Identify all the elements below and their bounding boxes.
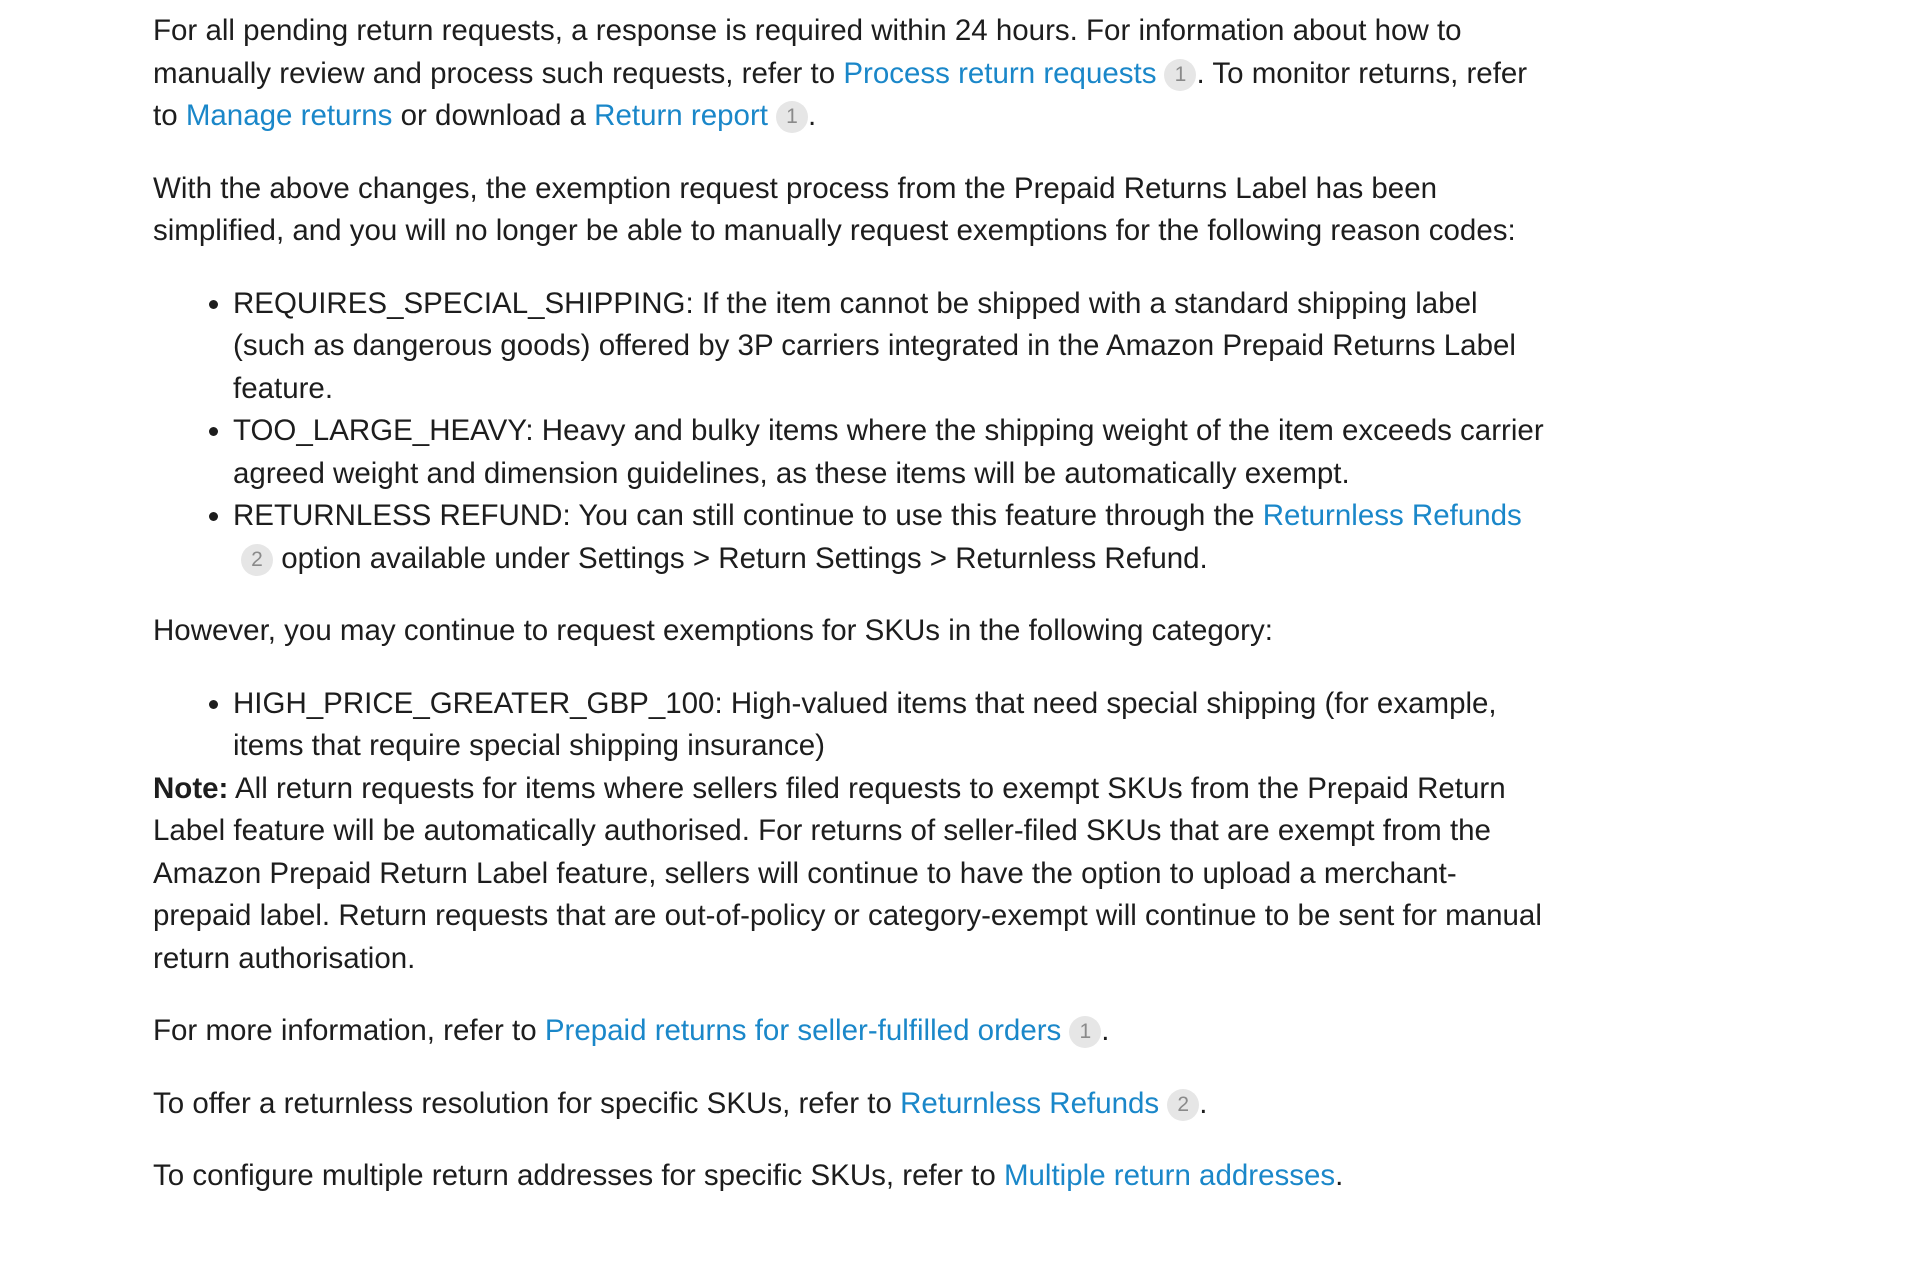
text-span: .: [1101, 1014, 1110, 1047]
note-paragraph: [153, 768, 1553, 981]
article-body: [153, 10, 1553, 1228]
note-text: All return requests for items where sellers filed requests to exempt SKUs from the Prepaid Return Label feature will be automatically authorised. For returns of seller-filed SKUs that are exempt from the Amazon Prepaid Return Label feature, sellers will continue to have the option to upload a merchant-prepaid label. Return requests that are out-of-policy or category-exempt will continue to be sent for manual return authorisation.: [153, 771, 1542, 975]
list-item: • REQUIRES_SPECIAL_SHIPPING: If the item cannot be shipped with a standard shipping label (such as dangerous goods) offered by 3P carriers integrated in the Amazon Prepaid Returns Label feature.: [233, 283, 1553, 411]
exemption-changes-paragraph: With the above changes, the exemption request process from the Prepaid Returns Label has been simplified, and you will no longer be able to manually request exemptions for the following reason codes:: [153, 171, 1516, 247]
returnless-refunds-link[interactable]: Returnless Refunds: [1262, 499, 1522, 532]
footnote-badge[interactable]: 2: [241, 544, 273, 576]
text-span: To offer a returnless resolution for specific SKUs, refer to: [153, 1086, 901, 1120]
list-item: [233, 495, 1553, 580]
text-span: .: [1199, 1086, 1208, 1120]
multiple-return-addresses-link[interactable]: Multiple return addresses: [1003, 1159, 1336, 1192]
return-report-link[interactable]: Return report: [594, 99, 768, 132]
text-span: or download a: [392, 99, 595, 132]
allowed-category-list: [153, 683, 1553, 768]
returnless-refunds-link[interactable]: Returnless Refunds: [900, 1086, 1160, 1120]
text-span: RETURNLESS REFUND: You can still continue to use this feature through the: [233, 499, 1263, 532]
pending-returns-paragraph: [153, 10, 1553, 138]
text-span: For all pending return requests, a response is required within 24 hours. For information about how to manually review and process such requests, refer to: [153, 14, 1462, 90]
footnote-badge[interactable]: 1: [776, 101, 808, 133]
note-label: Note:: [153, 771, 229, 805]
process-return-requests-link[interactable]: Process return requests: [843, 56, 1157, 90]
continue-exemptions-paragraph: However, you may continue to request exemptions for SKUs in the following category:: [153, 614, 1273, 647]
removed-reason-codes-list: [153, 283, 1553, 581]
text-span: For more information, refer to: [153, 1014, 545, 1047]
returnless-resolution-paragraph: [153, 1083, 1553, 1126]
manage-returns-link[interactable]: Manage returns: [185, 99, 393, 132]
list-item: • HIGH_PRICE_GREATER_GBP_100: High-valued items that need special shipping (for example, items that require special shipping insurance): [233, 683, 1553, 768]
prepaid-returns-link[interactable]: Prepaid returns for seller-fulfilled orders: [544, 1014, 1062, 1047]
footnote-badge[interactable]: 1: [1164, 59, 1196, 91]
text-span: .: [807, 99, 817, 132]
more-info-paragraph: [153, 1010, 1553, 1053]
text-span: .: [1335, 1159, 1344, 1192]
text-span: option available under Settings > Return Settings > Returnless Refund.: [273, 541, 1208, 575]
list-item: • TOO_LARGE_HEAVY: Heavy and bulky items where the shipping weight of the item exceeds carrier agreed weight and dimension guidelines, as these items will be automatically exempt.: [233, 410, 1553, 495]
footnote-badge[interactable]: 2: [1167, 1089, 1199, 1121]
footnote-badge[interactable]: 1: [1069, 1016, 1101, 1048]
text-span: To configure multiple return addresses for specific SKUs, refer to: [153, 1159, 1004, 1192]
return-addresses-paragraph: [153, 1155, 1553, 1198]
text-span: . To monitor returns, refer to: [153, 56, 1528, 132]
